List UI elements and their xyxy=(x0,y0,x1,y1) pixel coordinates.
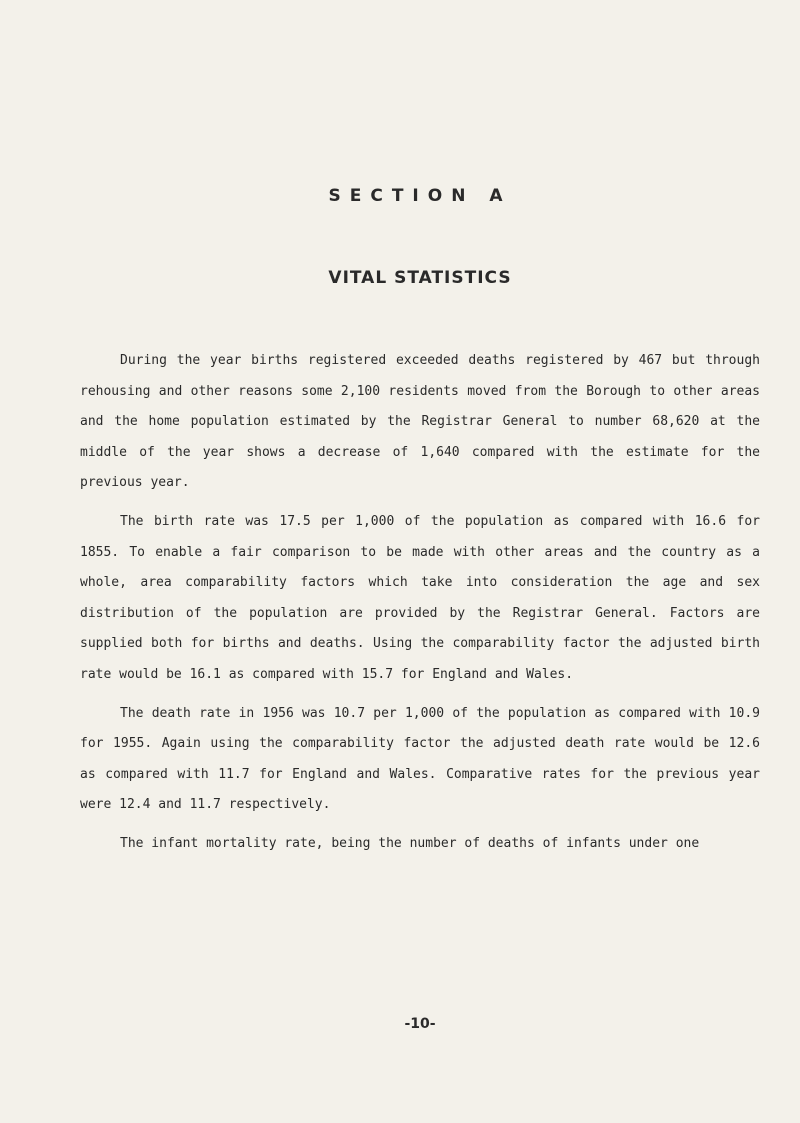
body-text xyxy=(80,346,760,860)
page-number: -10- xyxy=(404,1016,436,1032)
section-title: SECTION A xyxy=(328,186,512,206)
paragraph-infant-mortality: The infant mortality rate, being the number of deaths of infants under one xyxy=(120,835,700,851)
paragraph-death-rate: The death rate in 1956 was 10.7 per 1,000 of the population as compared with 10.9 for 1955. Again using the comparability factor the adjusted death rate would be 12.6 as compared with 11.7 for England and Wales. Comparative rates for the previous year were 12.4 and 11.7 respectively. xyxy=(80,705,760,813)
paragraph-births-deaths: During the year births registered exceeded deaths registered by 467 but through rehousing and other reasons some 2,100 residents moved from the Borough to other areas and the home population estimated by the Registrar General to number 68,620 at the middle of the year shows a decrease of 1,640 compared with the estimate for the previous year. xyxy=(80,353,760,491)
section-subtitle: VITAL STATISTICS xyxy=(328,268,512,288)
paragraph-birth-rate: The birth rate was 17.5 per 1,000 of the population as compared with 16.6 for 1855. To enable a fair comparison to be made with other areas and the country as a whole, area comparability factors which take into consideration the age and sex distribution of the population are provided by the Registrar General. Factors are supplied both for births and deaths. Using the comparability factor the adjusted birth rate would be 16.1 as compared with 15.7 for England and Wales. xyxy=(80,513,760,682)
